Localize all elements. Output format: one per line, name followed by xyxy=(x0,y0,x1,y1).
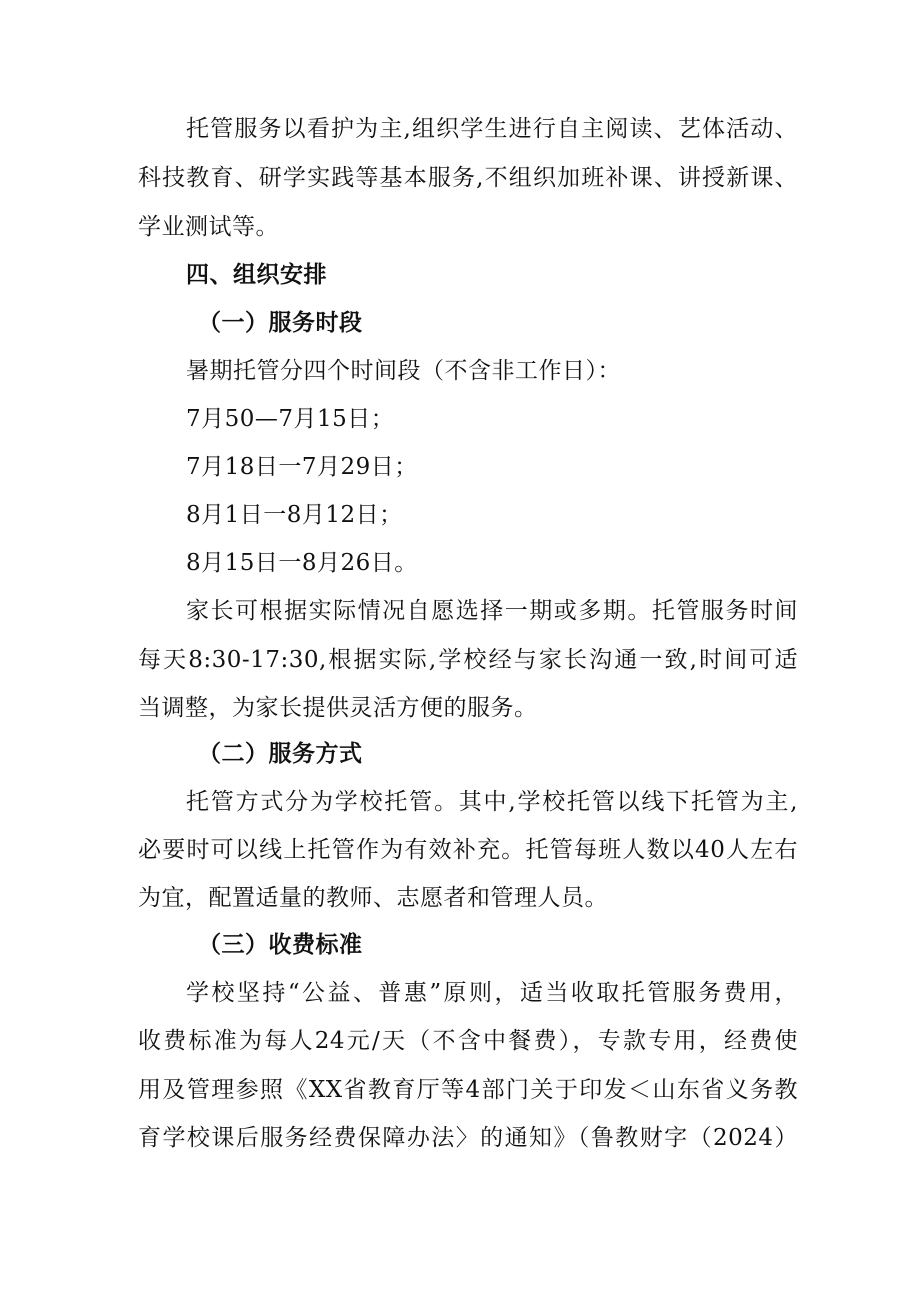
mode-para-line-1: 托管方式分为学校托管。其中,学校托管以线下托管为主, xyxy=(186,789,798,815)
fee-para-line-4: 育学校课后服务经费保障办法〉的通知》（鲁教财字（2024） xyxy=(138,1125,798,1151)
period-item-2: 7月18日一7月29日； xyxy=(186,454,418,480)
subheading-service-period: （一）服务时段 xyxy=(198,310,363,336)
period-intro: 暑期托管分四个时间段（不含非工作日）： xyxy=(186,358,621,384)
subheading-service-mode: （二）服务方式 xyxy=(198,741,363,767)
period-item-1: 7月50—7月15日； xyxy=(186,406,395,432)
fee-para-line-3: 用及管理参照《XX省教育厅等4部门关于印发＜山东省义务教 xyxy=(138,1077,798,1103)
period-para-line-1: 家长可根据实际情况自愿选择一期或多期。托管服务时间 xyxy=(186,598,798,624)
period-para-line-2: 每天8:30-17:30,根据实际,学校经与家长沟通一致,时间可适 xyxy=(138,647,798,673)
period-item-4: 8月15日一8月26日。 xyxy=(186,550,418,576)
fee-para-line-2: 收费标准为每人24元/天（不含中餐费），专款专用，经费使 xyxy=(138,1028,798,1054)
subheading-fee-standard: （三）收费标准 xyxy=(198,932,363,958)
section-heading-organization: 四、组织安排 xyxy=(186,262,327,288)
period-item-3: 8月1日一8月12日； xyxy=(186,502,403,528)
period-para-line-3: 当调整，为家长提供灵活方便的服务。 xyxy=(138,695,538,721)
intro-line-1: 托管服务以看护为主,组织学生进行自主阅读、艺体活动、 xyxy=(186,116,798,142)
intro-line-2: 科技教育、研学实践等基本服务,不组织加班补课、讲授新课、 xyxy=(138,165,798,191)
mode-para-line-3: 为宜，配置适量的教师、志愿者和管理人员。 xyxy=(138,885,608,911)
intro-line-3: 学业测试等。 xyxy=(138,214,279,240)
mode-para-line-2: 必要时可以线上托管作为有效补充。托管每班人数以40人左右 xyxy=(138,837,798,863)
fee-para-line-1: 学校坚持“公益、普惠”原则，适当收取托管服务费用， xyxy=(186,980,798,1006)
